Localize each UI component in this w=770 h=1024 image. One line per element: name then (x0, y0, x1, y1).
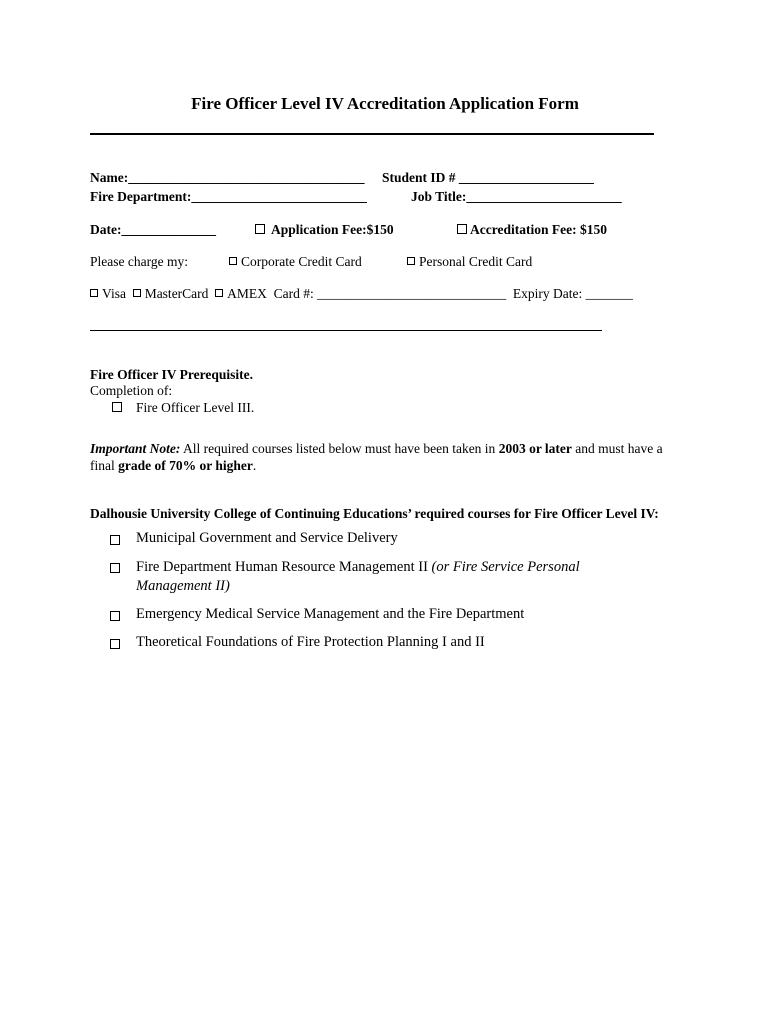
job-title-field[interactable]: Job Title:_______________________ (411, 189, 622, 204)
course-label: Theoretical Foundations of Fire Protection Planning I and II (136, 634, 485, 650)
date-field[interactable]: Date:______________ (90, 222, 216, 237)
prerequisite-checkbox[interactable] (112, 402, 122, 412)
name-field[interactable]: Name:___________________________________ (90, 170, 365, 185)
course-label-wrap (136, 558, 616, 596)
visa-checkbox[interactable] (90, 289, 98, 297)
course-label: Fire Department Human Resource Management II (136, 559, 432, 575)
mastercard-label: MasterCard (144, 286, 209, 301)
important-note-label: Important Note: (90, 441, 181, 456)
accreditation-fee-checkbox[interactable] (457, 224, 467, 234)
personal-card-checkbox[interactable] (407, 257, 415, 265)
note-grade: grade of 70% or higher (118, 458, 253, 473)
card-type-row (90, 286, 633, 302)
course-checkbox[interactable] (110, 535, 120, 545)
important-note (90, 440, 690, 474)
application-fee-label: Application Fee:$150 (271, 222, 394, 237)
accreditation-fee-option[interactable] (457, 222, 607, 238)
personal-card-option[interactable] (407, 254, 532, 270)
card-number-field[interactable]: Card #: ____________________________ (273, 286, 507, 301)
completion-label: Completion of: (90, 383, 173, 398)
course-label: Municipal Government and Service Delivery (136, 530, 398, 546)
note-text-continued: and must have a final (90, 441, 663, 473)
prerequisite-heading: Fire Officer IV Prerequisite. (90, 367, 253, 382)
course-checkbox[interactable] (110, 639, 120, 649)
note-text: All required courses listed below must have been taken in (180, 441, 499, 456)
visa-option[interactable] (90, 286, 126, 301)
courses-heading: Dalhousie University College of Continuing Educations’ required courses for Fire Officer Level IV: (90, 506, 659, 521)
course-checkbox[interactable] (110, 563, 120, 573)
mastercard-checkbox[interactable] (133, 289, 141, 297)
prerequisite-item-label: Fire Officer Level III. (136, 400, 255, 415)
corporate-card-label: Corporate Credit Card (241, 254, 362, 269)
corporate-card-option[interactable] (229, 254, 362, 270)
visa-label: Visa (102, 286, 126, 301)
amex-checkbox[interactable] (215, 289, 223, 297)
title-divider (90, 133, 654, 135)
form-title: Fire Officer Level IV Accreditation Application Form (191, 94, 579, 113)
signature-line[interactable] (90, 330, 602, 331)
application-fee-option[interactable] (255, 222, 394, 238)
corporate-card-checkbox[interactable] (229, 257, 237, 265)
amex-option[interactable] (215, 286, 267, 301)
note-period: . (252, 458, 257, 473)
prerequisite-item[interactable] (112, 400, 254, 416)
fire-department-field[interactable]: Fire Department:__________________________ (90, 189, 367, 204)
application-fee-checkbox[interactable] (255, 224, 265, 234)
accreditation-fee-label: Accreditation Fee: $150 (470, 222, 607, 237)
personal-card-label: Personal Credit Card (419, 254, 533, 269)
course-checkbox[interactable] (110, 611, 120, 621)
expiry-date-field[interactable]: Expiry Date: _______ (512, 286, 633, 301)
student-id-field[interactable]: Student ID # ____________________ (382, 170, 594, 185)
charge-label: Please charge my: (90, 254, 188, 269)
mastercard-option[interactable] (133, 286, 209, 301)
course-label: Emergency Medical Service Management and the Fire Department (136, 606, 525, 622)
amex-label: AMEX (227, 286, 267, 301)
course-alternative: (or Fire Service Personal Management II) (136, 559, 580, 594)
note-year: 2003 or later (498, 441, 572, 456)
